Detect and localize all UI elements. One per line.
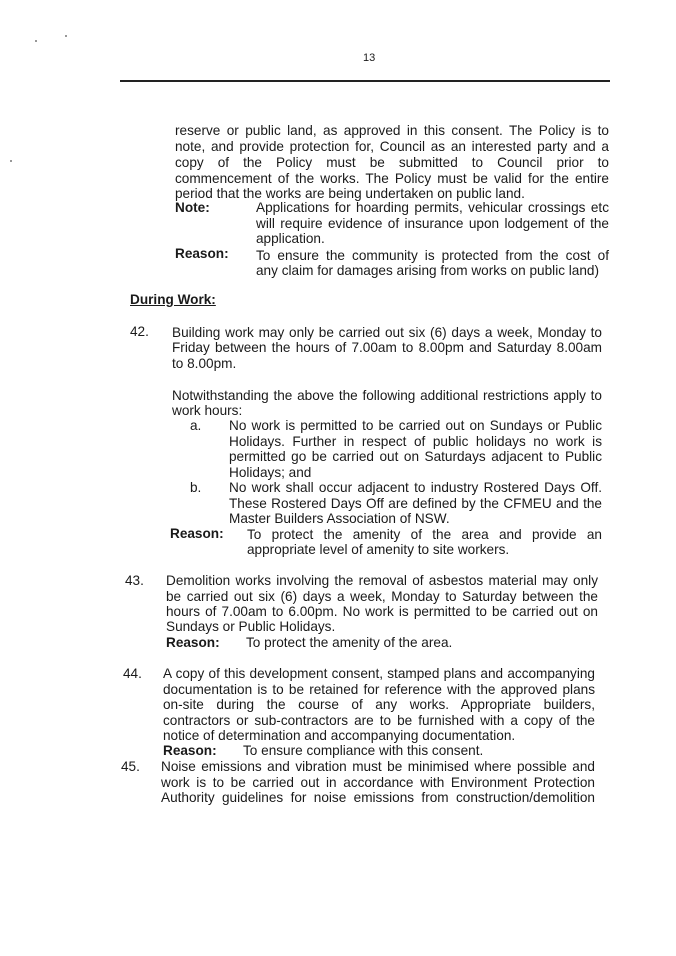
item-line: hours of 7.00am to 6.00pm. No work is permitted to be carried out on bbox=[166, 604, 598, 619]
intro-line: reserve or public land, as approved in this consent. The Policy is to bbox=[175, 123, 609, 138]
note-label: Note: bbox=[175, 200, 210, 215]
intro-line: period that the works are being undertaken on public land. bbox=[175, 186, 525, 201]
reason-line: To ensure compliance with this consent. bbox=[243, 743, 484, 758]
item-line: Authority guidelines for noise emissions from construction/demolition bbox=[161, 790, 595, 805]
item-line: notice of determination and accompanying documentation. bbox=[163, 728, 516, 743]
scan-speck bbox=[35, 40, 37, 42]
note-line: application. bbox=[256, 231, 325, 246]
item-number: 43. bbox=[125, 573, 144, 588]
reason-label: Reason: bbox=[175, 246, 229, 261]
note-line: Applications for hoarding permits, vehicular crossings etc bbox=[256, 200, 609, 215]
sub-item-line: Holidays; and bbox=[229, 465, 312, 480]
item-number: 45. bbox=[121, 759, 140, 774]
item-line: Sundays or Public Holidays. bbox=[166, 619, 336, 634]
item-line: Demolition works involving the removal of asbestos material may only bbox=[166, 573, 598, 588]
item-line: A copy of this development consent, stamped plans and accompanying bbox=[163, 666, 595, 681]
scan-speck bbox=[10, 160, 12, 162]
item-line: Noise emissions and vibration must be minimised where possible and bbox=[161, 759, 595, 774]
intro-line: commencement of the works. The Policy must be valid for the entire bbox=[175, 171, 609, 186]
item-line: Building work may only be carried out six (6) days a week, Monday to bbox=[172, 325, 602, 340]
sub-item-line: These Rostered Days Off are defined by the CFMEU and the bbox=[229, 496, 602, 511]
item-line: Notwithstanding the above the following additional restrictions apply to bbox=[172, 388, 602, 403]
sub-item-line: No work shall occur adjacent to industry Rostered Days Off. bbox=[229, 480, 602, 495]
sub-item-label: b. bbox=[190, 480, 202, 495]
reason-line: any claim for damages arising from works on public land) bbox=[256, 263, 600, 278]
sub-item-line: Master Builders Association of NSW. bbox=[229, 511, 450, 526]
reason-label: Reason: bbox=[166, 635, 220, 650]
reason-line: To protect the amenity of the area. bbox=[246, 635, 453, 650]
intro-line: copy of the Policy must be submitted to Council prior to bbox=[175, 155, 609, 170]
item-line: Friday between the hours of 7.00am to 8.00pm and Saturday 8.00am bbox=[172, 340, 602, 355]
item-number: 44. bbox=[123, 666, 142, 681]
page-number: 13 bbox=[363, 52, 376, 64]
sub-item-line: permitted go be carried out on Saturdays adjacent to Public bbox=[229, 449, 602, 464]
reason-label: Reason: bbox=[163, 743, 217, 758]
item-line: to 8.00pm. bbox=[172, 356, 237, 371]
header-rule bbox=[120, 80, 610, 82]
reason-line: To ensure the community is protected from the cost of bbox=[256, 248, 609, 263]
reason-label: Reason: bbox=[170, 526, 224, 541]
section-heading: During Work: bbox=[130, 292, 216, 307]
item-line: on-site during the course of any works. Appropriate builders, bbox=[163, 697, 595, 712]
item-line: work is to be carried out in accordance with Environment Protection bbox=[161, 775, 595, 790]
item-number: 42. bbox=[130, 324, 149, 339]
item-line: contractors or sub-contractors are to be furnished with a copy of the bbox=[163, 713, 595, 728]
intro-line: note, and provide protection for, Council as an interested party and a bbox=[175, 139, 609, 154]
note-line: will require evidence of insurance upon lodgement of the bbox=[256, 216, 609, 231]
item-line: be carried out six (6) days a week, Monday to Saturday between the bbox=[166, 589, 598, 604]
sub-item-label: a. bbox=[190, 418, 202, 433]
reason-line: appropriate level of amenity to site workers. bbox=[247, 542, 510, 557]
reason-line: To protect the amenity of the area and provide an bbox=[247, 527, 602, 542]
item-line: documentation is to be retained for reference with the approved plans bbox=[163, 682, 595, 697]
scan-speck bbox=[65, 35, 67, 37]
sub-item-line: No work is permitted to be carried out on Sundays or Public bbox=[229, 418, 602, 433]
item-line: work hours: bbox=[172, 403, 243, 418]
sub-item-line: Holidays. Further in respect of public holidays no work is bbox=[229, 434, 602, 449]
